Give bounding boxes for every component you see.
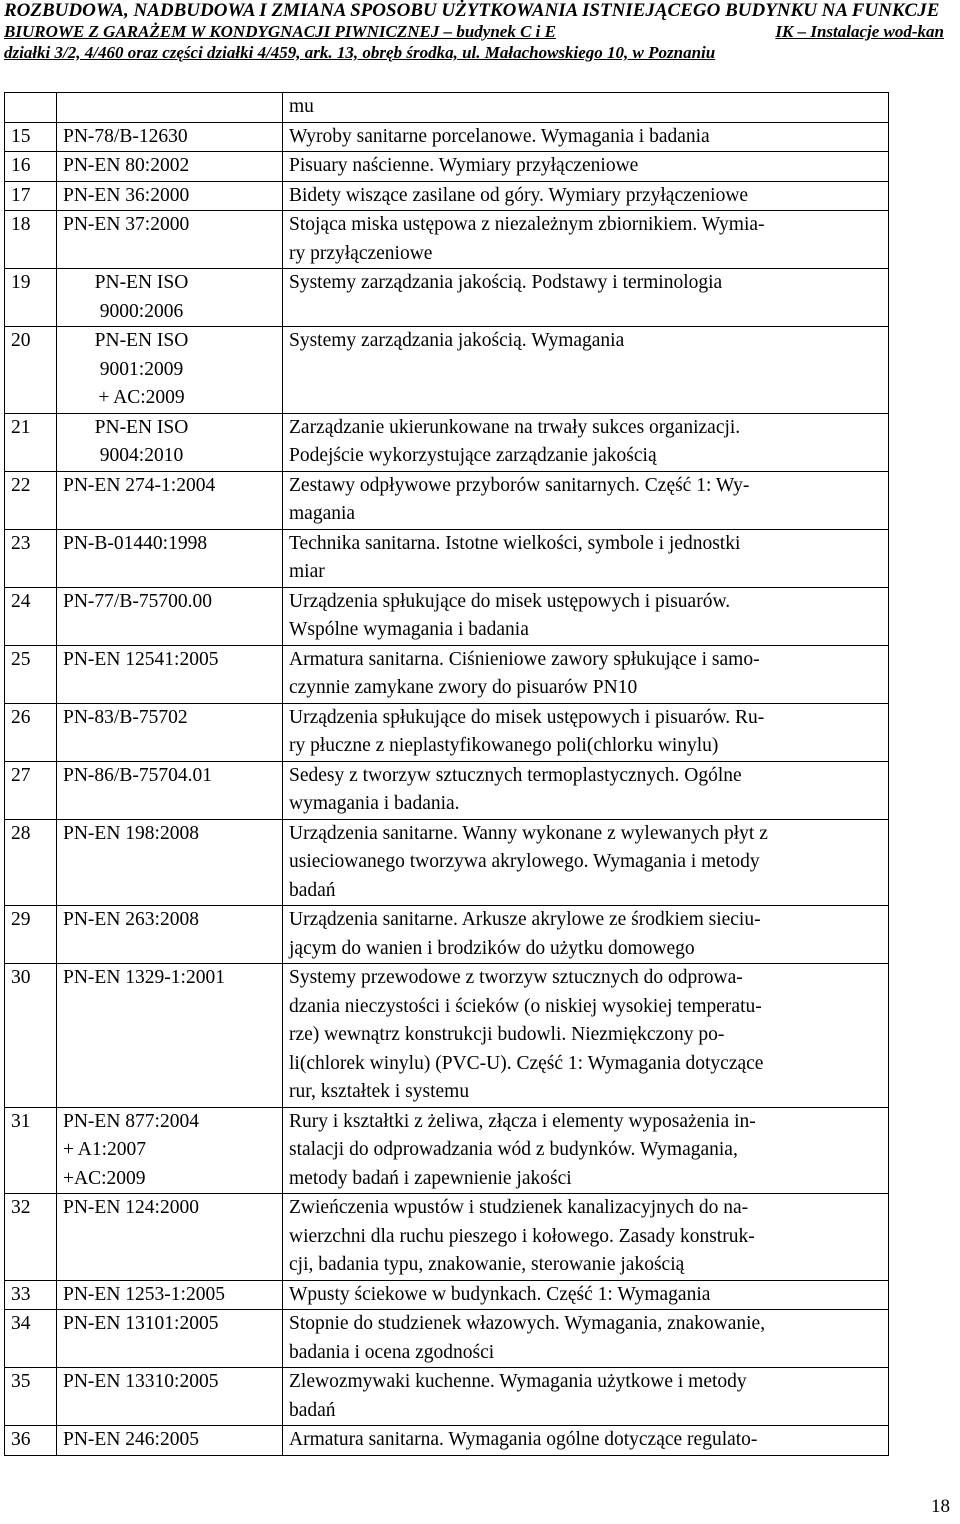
table-row (5, 152, 889, 182)
standard-code (57, 93, 283, 123)
standard-title: Systemy zarządzania jakością. Podstawy i terminologia (283, 269, 889, 327)
page-number: 18 (931, 1496, 950, 1517)
standard-code: PN-EN 1329-1:2001 (57, 964, 283, 1108)
standard-title: Zlewozmywaki kuchenne. Wymagania użytkowe i metody badań (283, 1368, 889, 1426)
standard-title: Rury i kształtki z żeliwa, złącza i elementy wyposażenia in- stalacji do odprowadzania wód z budynków. Wymagania, metody badań i zapewnienie jakości (283, 1107, 889, 1194)
row-number: 18 (5, 211, 57, 269)
table-row (5, 471, 889, 529)
row-number: 21 (5, 413, 57, 471)
standard-title: Bidety wiszące zasilane od góry. Wymiary przyłączeniowe (283, 181, 889, 211)
table-row (5, 1107, 889, 1194)
row-number: 26 (5, 703, 57, 761)
table-row (5, 1280, 889, 1310)
row-number (5, 93, 57, 123)
standards-table-body (5, 93, 889, 1456)
table-row (5, 1368, 889, 1426)
standard-code: PN-EN 246:2005 (57, 1426, 283, 1456)
header-discipline: IK – Instalacje wod-kan (775, 22, 944, 41)
page-header (4, 0, 944, 64)
table-row (5, 122, 889, 152)
row-number: 30 (5, 964, 57, 1108)
standard-title: mu (283, 93, 889, 123)
standard-code: PN-EN 12541:2005 (57, 645, 283, 703)
standard-code: PN-EN 198:2008 (57, 819, 283, 906)
standard-title: Zestawy odpływowe przyborów sanitarnych. Część 1: Wy- magania (283, 471, 889, 529)
standard-code: PN-EN 13310:2005 (57, 1368, 283, 1426)
standard-title: Wyroby sanitarne porcelanowe. Wymagania i badania (283, 122, 889, 152)
standard-code: PN-EN 1253-1:2005 (57, 1280, 283, 1310)
table-row (5, 964, 889, 1108)
row-number: 33 (5, 1280, 57, 1310)
standard-code: PN-EN 13101:2005 (57, 1310, 283, 1368)
table-row (5, 181, 889, 211)
standard-code: PN-EN 274-1:2004 (57, 471, 283, 529)
table-row (5, 211, 889, 269)
table-row (5, 93, 889, 123)
standard-title: Wpusty ściekowe w budynkach. Część 1: Wymagania (283, 1280, 889, 1310)
standard-code: PN-EN 36:2000 (57, 181, 283, 211)
table-row (5, 1194, 889, 1281)
row-number: 16 (5, 152, 57, 182)
standard-title: Armatura sanitarna. Ciśnieniowe zawory spłukujące i samo- czynnie zamykane zwory do pisuarów PN10 (283, 645, 889, 703)
header-title-line: ROZBUDOWA, NADBUDOWA I ZMIANA SPOSOBU UŻYTKOWANIA ISTNIEJĄCEGO BUDYNKU NA FUNKCJE (4, 0, 940, 21)
row-number: 19 (5, 269, 57, 327)
row-number: 31 (5, 1107, 57, 1194)
table-row (5, 645, 889, 703)
table-row (5, 1426, 889, 1456)
standard-title: Urządzenia spłukujące do misek ustępowych i pisuarów. Wspólne wymagania i badania (283, 587, 889, 645)
standard-title: Armatura sanitarna. Wymagania ogólne dotyczące regulato- (283, 1426, 889, 1456)
standard-code: PN-EN ISO 9000:2006 (57, 269, 283, 327)
table-row (5, 1310, 889, 1368)
row-number: 36 (5, 1426, 57, 1456)
standard-title: Urządzenia spłukujące do misek ustępowych i pisuarów. Ru- ry płuczne z nieplastyfikowanego poli(chlorku winylu) (283, 703, 889, 761)
standard-title: Systemy przewodowe z tworzyw sztucznych do odprowa- dzania nieczystości i ścieków (o niskiej wysokiej temperatu- rze) wewnątrz konstrukcji budowli. Niezmiękczony po- li(chlorek winylu) (PVC-U). Część 1: Wymagania dotyczące rur, kształtek i systemu (283, 964, 889, 1108)
standard-code: PN-EN 37:2000 (57, 211, 283, 269)
standard-title: Stojąca miska ustępowa z niezależnym zbiornikiem. Wymia- ry przyłączeniowe (283, 211, 889, 269)
row-number: 23 (5, 529, 57, 587)
row-number: 15 (5, 122, 57, 152)
table-row (5, 529, 889, 587)
row-number: 35 (5, 1368, 57, 1426)
header-subtitle-line (4, 22, 944, 42)
row-number: 24 (5, 587, 57, 645)
standard-title: Urządzenia sanitarne. Wanny wykonane z wylewanych płyt z usieciowanego tworzywa akrylowego. Wymagania i metody badań (283, 819, 889, 906)
header-location-line (4, 42, 944, 64)
standard-code: PN-86/B-75704.01 (57, 761, 283, 819)
standard-title: Zwieńczenia wpustów i studzienek kanalizacyjnych do na- wierzchni dla ruchu pieszego i kołowego. Zasady konstruk- cji, badania typu, znakowanie, sterowanie jakością (283, 1194, 889, 1281)
standards-table (4, 92, 889, 1456)
row-number: 22 (5, 471, 57, 529)
standard-title: Sedesy z tworzyw sztucznych termoplastycznych. Ogólne wymagania i badania. (283, 761, 889, 819)
row-number: 25 (5, 645, 57, 703)
table-row (5, 269, 889, 327)
standard-code: PN-EN ISO 9004:2010 (57, 413, 283, 471)
standard-code: PN-EN 80:2002 (57, 152, 283, 182)
row-number: 20 (5, 327, 57, 414)
header-location: działki 3/2, 4/460 oraz części działki 4/459, ark. 13, obręb środka, ul. Małachowskiego 10, w Poznaniu (4, 43, 716, 62)
row-number: 17 (5, 181, 57, 211)
table-row (5, 703, 889, 761)
row-number: 27 (5, 761, 57, 819)
standard-code: PN-EN 877:2004 + A1:2007 +AC:2009 (57, 1107, 283, 1194)
standard-code: PN-B-01440:1998 (57, 529, 283, 587)
row-number: 32 (5, 1194, 57, 1281)
table-row (5, 327, 889, 414)
standard-code: PN-83/B-75702 (57, 703, 283, 761)
table-row (5, 413, 889, 471)
standard-title: Stopnie do studzienek włazowych. Wymagania, znakowanie, badania i ocena zgodności (283, 1310, 889, 1368)
table-row (5, 906, 889, 964)
standard-title: Pisuary naścienne. Wymiary przyłączeniowe (283, 152, 889, 182)
standard-title: Zarządzanie ukierunkowane na trwały sukces organizacji. Podejście wykorzystujące zarządzanie jakością (283, 413, 889, 471)
standard-code: PN-EN 124:2000 (57, 1194, 283, 1281)
standard-title: Systemy zarządzania jakością. Wymagania (283, 327, 889, 414)
row-number: 34 (5, 1310, 57, 1368)
table-row (5, 819, 889, 906)
standard-title: Technika sanitarna. Istotne wielkości, symbole i jednostki miar (283, 529, 889, 587)
standard-code: PN-EN ISO 9001:2009 + AC:2009 (57, 327, 283, 414)
standard-code: PN-78/B-12630 (57, 122, 283, 152)
standard-title: Urządzenia sanitarne. Arkusze akrylowe ze środkiem sieciu- jącym do wanien i brodzików do użytku domowego (283, 906, 889, 964)
table-row (5, 587, 889, 645)
row-number: 28 (5, 819, 57, 906)
standard-code: PN-77/B-75700.00 (57, 587, 283, 645)
table-row (5, 761, 889, 819)
row-number: 29 (5, 906, 57, 964)
header-project-part: BIUROWE Z GARAŻEM W KONDYGNACJI PIWNICZNEJ – budynek C i E (4, 22, 556, 41)
standard-code: PN-EN 263:2008 (57, 906, 283, 964)
